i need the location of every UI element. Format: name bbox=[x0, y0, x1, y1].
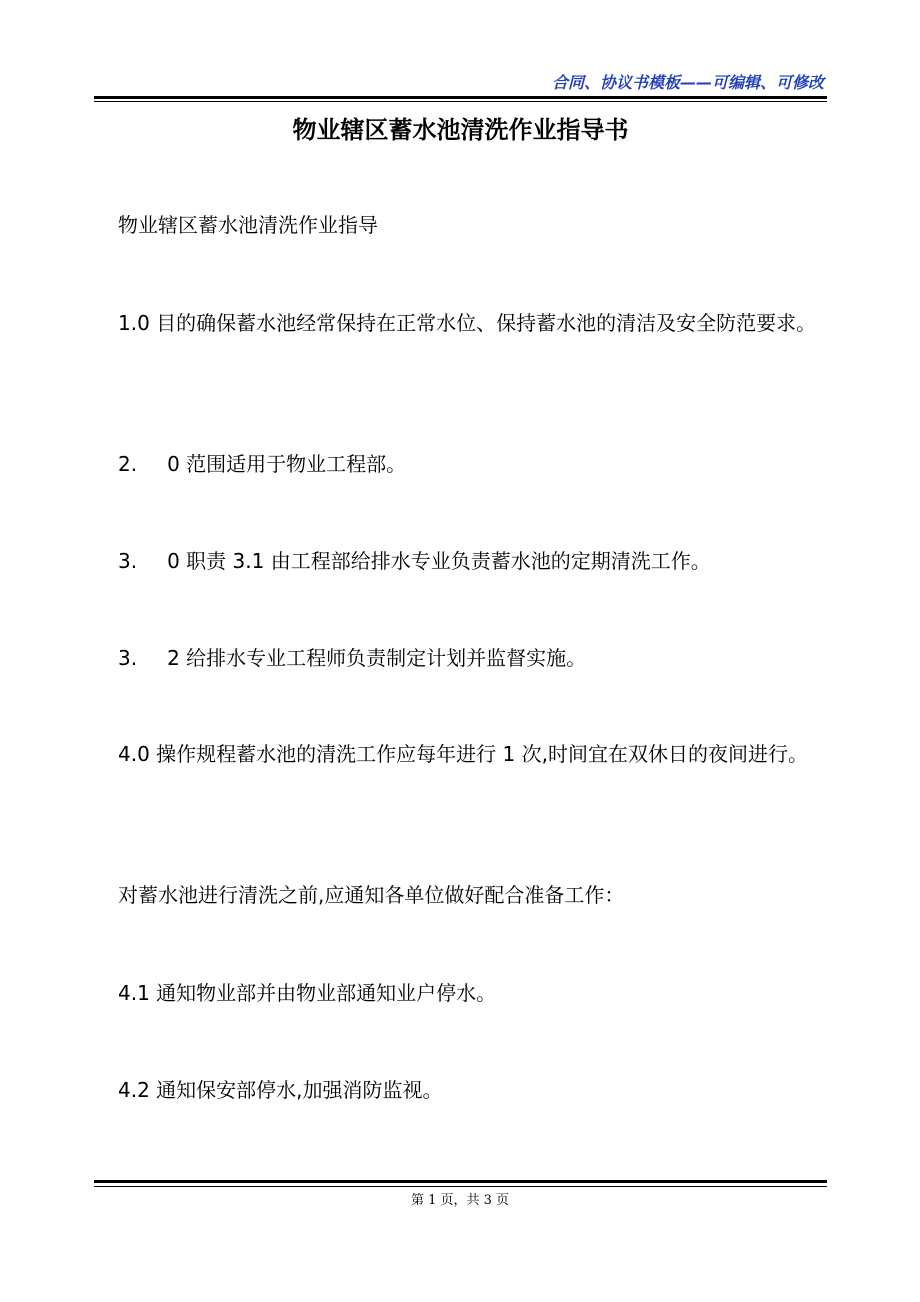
header-note: 合同、协议书模板——可编辑、可修改 bbox=[551, 73, 824, 92]
header-rule-thin bbox=[94, 101, 827, 102]
paragraph-4-number: 3. bbox=[118, 549, 138, 573]
footer-rule-thick bbox=[94, 1180, 827, 1183]
paragraph-8: 4.1 通知物业部并由物业部通知业户停水。 bbox=[118, 981, 497, 1005]
paragraph-5-number: 3. bbox=[118, 646, 138, 670]
paragraph-5-text: 2 给排水专业工程师负责制定计划并监督实施。 bbox=[167, 646, 587, 670]
paragraph-3-number: 2. bbox=[118, 452, 138, 476]
paragraph-3 bbox=[82, 443, 842, 485]
paragraph-4-text: 0 职责 3.1 由工程部给排水专业负责蓄水池的定期清洗工作。 bbox=[167, 549, 711, 573]
page-number: 第 1 页，共 3 页 bbox=[410, 1193, 510, 1208]
paragraph-7: 对蓄水池进行清洗之前,应通知各单位做好配合准备工作： bbox=[118, 883, 625, 907]
paragraph-3-text: 0 范围适用于物业工程部。 bbox=[167, 452, 407, 476]
header-rule-thick bbox=[94, 96, 827, 99]
paragraph-9: 4.2 通知保安部停水,加强消防监视。 bbox=[118, 1078, 443, 1102]
paragraph-1: 物业辖区蓄水池清洗作业指导 bbox=[118, 213, 378, 237]
paragraph-5 bbox=[82, 637, 842, 679]
paragraph-2: 1.0 目的确保蓄水池经常保持在正常水位、保持蓄水池的清洁及安全防范要求。 bbox=[118, 311, 817, 335]
footer-rule-thin bbox=[94, 1186, 827, 1187]
paragraph-4 bbox=[82, 540, 842, 582]
document-title: 物业辖区蓄水池清洗作业指导书 bbox=[292, 116, 629, 144]
paragraph-6: 4.0 操作规程蓄水池的清洗工作应每年进行 1 次,时间宜在双休日的夜间进行。 bbox=[118, 742, 808, 766]
